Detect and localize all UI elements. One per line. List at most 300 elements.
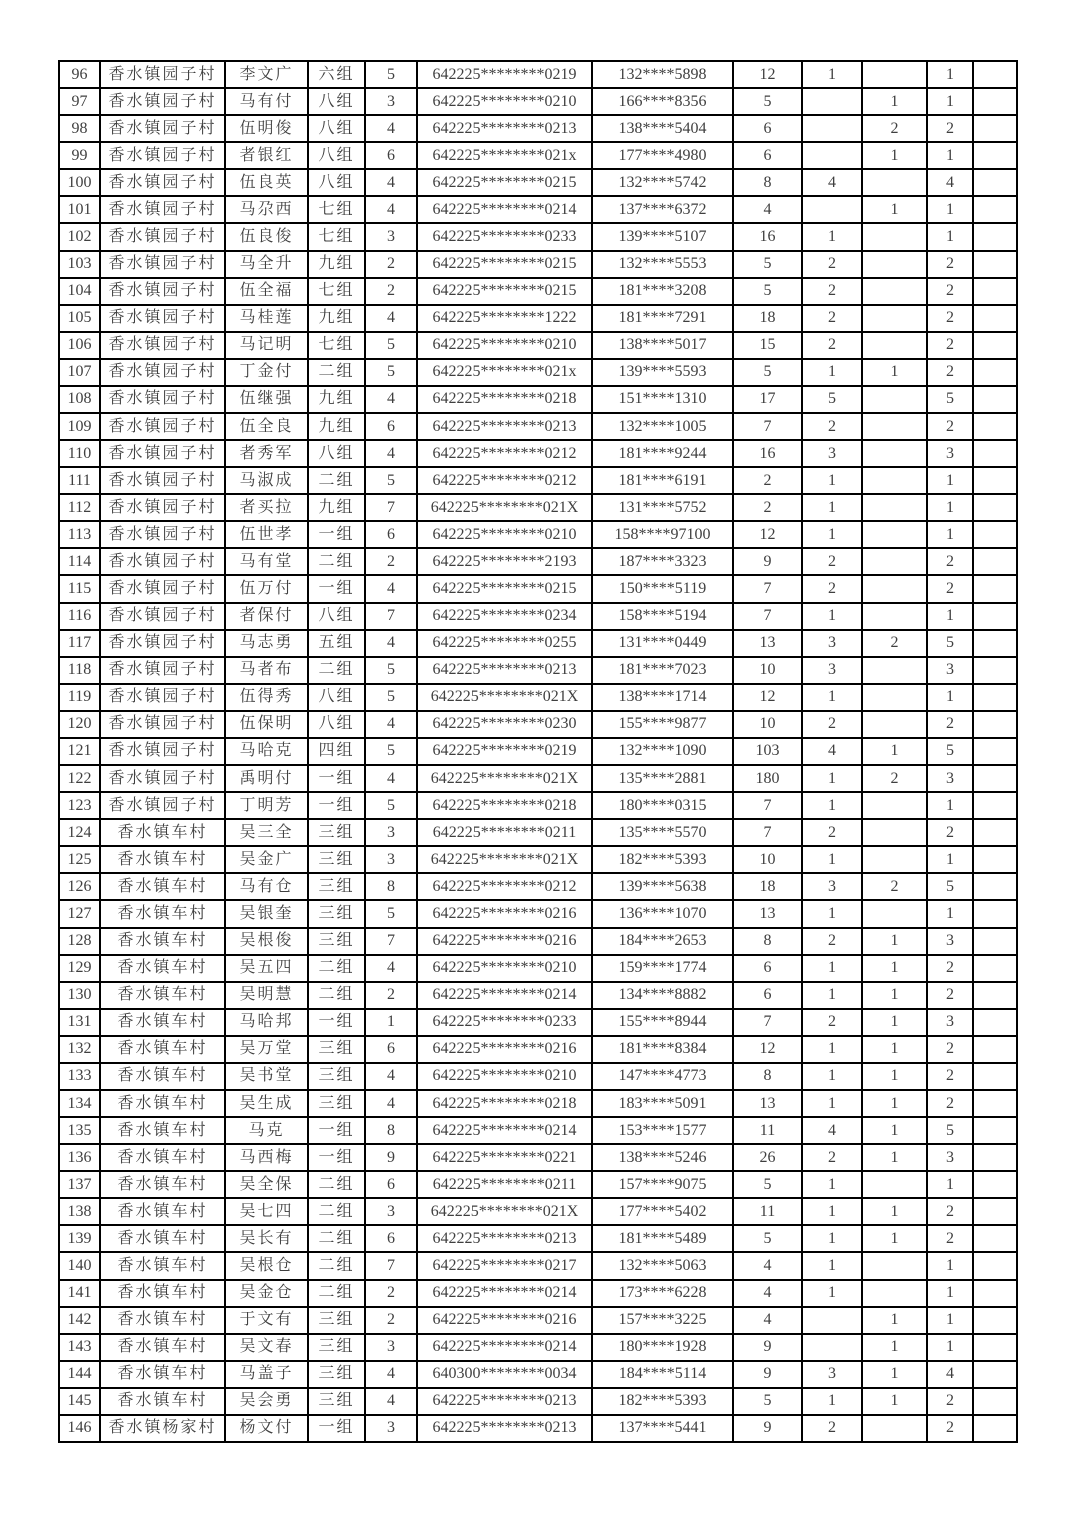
- cell-group: 八组: [308, 603, 365, 630]
- cell-stat-1: 7: [733, 792, 802, 819]
- cell-phone: 135****5570: [592, 819, 733, 846]
- cell-phone: 177****5402: [592, 1198, 733, 1225]
- cell-stat-2: 1: [802, 684, 862, 711]
- cell-blank: [973, 792, 1017, 819]
- cell-group: 五组: [308, 630, 365, 657]
- cell-household-size: 4: [365, 1063, 417, 1090]
- cell-group: 三组: [308, 819, 365, 846]
- cell-group: 一组: [308, 575, 365, 602]
- cell-row-index: 116: [59, 603, 100, 630]
- cell-name: 丁金付: [225, 359, 308, 386]
- cell-row-index: 124: [59, 819, 100, 846]
- cell-id-number: 642225********021X: [417, 1198, 592, 1225]
- cell-phone: 153****1577: [592, 1117, 733, 1144]
- cell-stat-3: [862, 521, 927, 548]
- cell-stat-2: 1: [802, 792, 862, 819]
- table-row: [59, 548, 1017, 575]
- cell-phone: 155****8944: [592, 1009, 733, 1036]
- cell-phone: 138****5017: [592, 332, 733, 359]
- cell-stat-4: 1: [927, 792, 973, 819]
- cell-village: 香水镇车村: [100, 1198, 225, 1225]
- cell-group: 八组: [308, 169, 365, 196]
- cell-village: 香水镇园子村: [100, 494, 225, 521]
- cell-phone: 132****5898: [592, 61, 733, 88]
- cell-row-index: 107: [59, 359, 100, 386]
- cell-phone: 151****1310: [592, 386, 733, 413]
- cell-row-index: 115: [59, 575, 100, 602]
- cell-stat-4: 1: [927, 1307, 973, 1334]
- cell-phone: 181****9244: [592, 440, 733, 467]
- cell-stat-4: 4: [927, 1361, 973, 1388]
- cell-blank: [973, 142, 1017, 169]
- cell-village: 香水镇园子村: [100, 440, 225, 467]
- cell-stat-4: 3: [927, 765, 973, 792]
- cell-village: 香水镇园子村: [100, 251, 225, 278]
- cell-blank: [973, 251, 1017, 278]
- cell-id-number: 642225********0215: [417, 169, 592, 196]
- cell-blank: [973, 223, 1017, 250]
- cell-stat-1: 5: [733, 359, 802, 386]
- cell-stat-2: 3: [802, 873, 862, 900]
- cell-stat-4: 2: [927, 1063, 973, 1090]
- cell-stat-2: 2: [802, 278, 862, 305]
- cell-blank: [973, 738, 1017, 765]
- cell-stat-4: 3: [927, 1144, 973, 1171]
- cell-id-number: 642225********0233: [417, 223, 592, 250]
- cell-stat-3: 1: [862, 1117, 927, 1144]
- cell-stat-3: [862, 494, 927, 521]
- cell-phone: 180****1928: [592, 1334, 733, 1361]
- table-row: [59, 603, 1017, 630]
- cell-stat-4: 1: [927, 494, 973, 521]
- cell-household-size: 4: [365, 630, 417, 657]
- cell-household-size: 6: [365, 1036, 417, 1063]
- table-row: [59, 88, 1017, 115]
- cell-household-size: 3: [365, 1415, 417, 1442]
- cell-row-index: 99: [59, 142, 100, 169]
- cell-id-number: 642225********0212: [417, 467, 592, 494]
- cell-household-size: 5: [365, 359, 417, 386]
- cell-stat-1: 5: [733, 1171, 802, 1198]
- cell-phone: 139****5107: [592, 223, 733, 250]
- cell-name: 马西梅: [225, 1144, 308, 1171]
- table-row: [59, 169, 1017, 196]
- cell-row-index: 109: [59, 413, 100, 440]
- cell-stat-3: [862, 603, 927, 630]
- cell-id-number: 642225********021x: [417, 359, 592, 386]
- cell-id-number: 642225********0210: [417, 88, 592, 115]
- cell-id-number: 642225********0234: [417, 603, 592, 630]
- cell-household-size: 7: [365, 603, 417, 630]
- cell-blank: [973, 1252, 1017, 1279]
- cell-id-number: 642225********0216: [417, 900, 592, 927]
- cell-row-index: 131: [59, 1009, 100, 1036]
- cell-village: 香水镇车村: [100, 1252, 225, 1279]
- cell-village: 香水镇园子村: [100, 115, 225, 142]
- cell-blank: [973, 1063, 1017, 1090]
- cell-village: 香水镇车村: [100, 982, 225, 1009]
- cell-phone: 138****5246: [592, 1144, 733, 1171]
- cell-stat-2: 1: [802, 61, 862, 88]
- cell-stat-2: 1: [802, 1225, 862, 1252]
- cell-household-size: 5: [365, 900, 417, 927]
- table-row: [59, 765, 1017, 792]
- cell-stat-4: 3: [927, 1009, 973, 1036]
- cell-stat-4: 1: [927, 521, 973, 548]
- cell-stat-1: 13: [733, 1090, 802, 1117]
- cell-village: 香水镇园子村: [100, 711, 225, 738]
- cell-blank: [973, 982, 1017, 1009]
- cell-stat-3: [862, 684, 927, 711]
- cell-household-size: 4: [365, 575, 417, 602]
- cell-stat-2: 2: [802, 548, 862, 575]
- cell-id-number: 642225********0216: [417, 1036, 592, 1063]
- table-row: [59, 1280, 1017, 1307]
- table-row: [59, 955, 1017, 982]
- cell-stat-1: 5: [733, 278, 802, 305]
- cell-stat-4: 1: [927, 1252, 973, 1279]
- cell-group: 八组: [308, 711, 365, 738]
- cell-id-number: 642225********0210: [417, 521, 592, 548]
- cell-stat-4: 2: [927, 955, 973, 982]
- cell-stat-4: 5: [927, 738, 973, 765]
- cell-blank: [973, 1388, 1017, 1415]
- cell-group: 三组: [308, 900, 365, 927]
- cell-group: 八组: [308, 684, 365, 711]
- cell-phone: 158****97100: [592, 521, 733, 548]
- cell-row-index: 145: [59, 1388, 100, 1415]
- cell-blank: [973, 846, 1017, 873]
- cell-stat-4: 2: [927, 1388, 973, 1415]
- cell-stat-4: 1: [927, 603, 973, 630]
- cell-village: 香水镇车村: [100, 873, 225, 900]
- cell-village: 香水镇车村: [100, 819, 225, 846]
- cell-blank: [973, 413, 1017, 440]
- cell-group: 三组: [308, 1036, 365, 1063]
- cell-household-size: 3: [365, 819, 417, 846]
- cell-stat-3: [862, 386, 927, 413]
- cell-village: 香水镇车村: [100, 1009, 225, 1036]
- cell-stat-2: 3: [802, 630, 862, 657]
- cell-village: 香水镇园子村: [100, 88, 225, 115]
- cell-id-number: 642225********0219: [417, 738, 592, 765]
- cell-phone: 131****5752: [592, 494, 733, 521]
- cell-group: 一组: [308, 1415, 365, 1442]
- cell-blank: [973, 819, 1017, 846]
- cell-row-index: 144: [59, 1361, 100, 1388]
- cell-village: 香水镇车村: [100, 1036, 225, 1063]
- cell-stat-4: 1: [927, 1334, 973, 1361]
- cell-group: 三组: [308, 928, 365, 955]
- cell-name: 吴根俊: [225, 928, 308, 955]
- cell-stat-1: 5: [733, 251, 802, 278]
- cell-stat-1: 5: [733, 88, 802, 115]
- cell-id-number: 642225********0233: [417, 1009, 592, 1036]
- cell-group: 二组: [308, 359, 365, 386]
- cell-stat-2: 1: [802, 1171, 862, 1198]
- cell-name: 吴全保: [225, 1171, 308, 1198]
- cell-name: 吴根仓: [225, 1252, 308, 1279]
- cell-stat-1: 16: [733, 223, 802, 250]
- cell-blank: [973, 440, 1017, 467]
- cell-village: 香水镇车村: [100, 1090, 225, 1117]
- cell-stat-1: 4: [733, 196, 802, 223]
- cell-stat-3: 1: [862, 1198, 927, 1225]
- cell-stat-3: 1: [862, 88, 927, 115]
- cell-group: 三组: [308, 1090, 365, 1117]
- cell-household-size: 4: [365, 305, 417, 332]
- cell-row-index: 101: [59, 196, 100, 223]
- cell-row-index: 106: [59, 332, 100, 359]
- cell-household-size: 4: [365, 440, 417, 467]
- cell-stat-4: 1: [927, 1280, 973, 1307]
- table-row: [59, 494, 1017, 521]
- cell-group: 六组: [308, 61, 365, 88]
- cell-row-index: 119: [59, 684, 100, 711]
- cell-stat-1: 11: [733, 1117, 802, 1144]
- cell-household-size: 8: [365, 1117, 417, 1144]
- cell-row-index: 141: [59, 1280, 100, 1307]
- cell-phone: 181****7291: [592, 305, 733, 332]
- cell-village: 香水镇车村: [100, 1225, 225, 1252]
- cell-stat-2: [802, 88, 862, 115]
- table-row: [59, 196, 1017, 223]
- cell-stat-3: 1: [862, 1036, 927, 1063]
- cell-village: 香水镇园子村: [100, 684, 225, 711]
- cell-id-number: 642225********0212: [417, 873, 592, 900]
- cell-group: 二组: [308, 1225, 365, 1252]
- cell-id-number: 642225********0213: [417, 1415, 592, 1442]
- table-row: [59, 711, 1017, 738]
- cell-stat-2: 1: [802, 467, 862, 494]
- cell-stat-4: 2: [927, 1198, 973, 1225]
- cell-stat-3: 1: [862, 1090, 927, 1117]
- cell-row-index: 137: [59, 1171, 100, 1198]
- cell-stat-3: [862, 251, 927, 278]
- cell-name: 吴五四: [225, 955, 308, 982]
- cell-name: 马淑成: [225, 467, 308, 494]
- cell-stat-1: 103: [733, 738, 802, 765]
- cell-blank: [973, 196, 1017, 223]
- cell-group: 一组: [308, 521, 365, 548]
- cell-stat-4: 1: [927, 61, 973, 88]
- cell-phone: 147****4773: [592, 1063, 733, 1090]
- cell-stat-3: [862, 819, 927, 846]
- table-row: [59, 900, 1017, 927]
- cell-blank: [973, 1415, 1017, 1442]
- cell-stat-2: 2: [802, 305, 862, 332]
- cell-stat-1: 8: [733, 928, 802, 955]
- table-row: [59, 278, 1017, 305]
- cell-id-number: 642225********0211: [417, 1171, 592, 1198]
- cell-household-size: 4: [365, 1361, 417, 1388]
- cell-row-index: 142: [59, 1307, 100, 1334]
- cell-name: 者保付: [225, 603, 308, 630]
- cell-id-number: 642225********2193: [417, 548, 592, 575]
- cell-stat-2: 4: [802, 738, 862, 765]
- cell-stat-4: 2: [927, 305, 973, 332]
- cell-stat-4: 1: [927, 900, 973, 927]
- cell-stat-2: [802, 115, 862, 142]
- cell-village: 香水镇园子村: [100, 359, 225, 386]
- cell-row-index: 112: [59, 494, 100, 521]
- cell-stat-1: 9: [733, 1361, 802, 1388]
- cell-village: 香水镇园子村: [100, 278, 225, 305]
- cell-stat-3: [862, 278, 927, 305]
- cell-name: 马志勇: [225, 630, 308, 657]
- cell-blank: [973, 1361, 1017, 1388]
- cell-household-size: 1: [365, 1009, 417, 1036]
- cell-stat-3: 1: [862, 1144, 927, 1171]
- cell-stat-4: 2: [927, 359, 973, 386]
- cell-household-size: 4: [365, 1090, 417, 1117]
- cell-blank: [973, 278, 1017, 305]
- cell-blank: [973, 630, 1017, 657]
- cell-group: 三组: [308, 1361, 365, 1388]
- cell-stat-3: [862, 169, 927, 196]
- cell-village: 香水镇车村: [100, 1144, 225, 1171]
- cell-name: 马全升: [225, 251, 308, 278]
- cell-name: 丁明芳: [225, 792, 308, 819]
- cell-household-size: 2: [365, 548, 417, 575]
- cell-village: 香水镇园子村: [100, 142, 225, 169]
- cell-household-size: 3: [365, 846, 417, 873]
- table-row: [59, 1198, 1017, 1225]
- cell-id-number: 642225********0213: [417, 1225, 592, 1252]
- cell-village: 香水镇园子村: [100, 630, 225, 657]
- cell-row-index: 146: [59, 1415, 100, 1442]
- cell-id-number: 642225********1222: [417, 305, 592, 332]
- cell-stat-3: 1: [862, 928, 927, 955]
- cell-stat-2: 1: [802, 1198, 862, 1225]
- cell-name: 吴金仓: [225, 1280, 308, 1307]
- cell-group: 九组: [308, 413, 365, 440]
- cell-name: 吴书堂: [225, 1063, 308, 1090]
- cell-stat-3: [862, 900, 927, 927]
- cell-row-index: 114: [59, 548, 100, 575]
- cell-household-size: 7: [365, 494, 417, 521]
- cell-stat-2: 1: [802, 846, 862, 873]
- cell-village: 香水镇园子村: [100, 467, 225, 494]
- cell-row-index: 135: [59, 1117, 100, 1144]
- cell-village: 香水镇车村: [100, 1280, 225, 1307]
- cell-blank: [973, 548, 1017, 575]
- cell-stat-3: 1: [862, 1388, 927, 1415]
- cell-blank: [973, 657, 1017, 684]
- cell-group: 八组: [308, 142, 365, 169]
- cell-stat-4: 2: [927, 1415, 973, 1442]
- cell-blank: [973, 928, 1017, 955]
- cell-village: 香水镇园子村: [100, 332, 225, 359]
- cell-stat-1: 10: [733, 657, 802, 684]
- cell-village: 香水镇园子村: [100, 657, 225, 684]
- cell-group: 九组: [308, 251, 365, 278]
- cell-blank: [973, 711, 1017, 738]
- cell-village: 香水镇园子村: [100, 575, 225, 602]
- table-row: [59, 684, 1017, 711]
- table-row: [59, 657, 1017, 684]
- cell-stat-2: 1: [802, 1280, 862, 1307]
- cell-stat-3: [862, 1280, 927, 1307]
- cell-row-index: 103: [59, 251, 100, 278]
- cell-phone: 181****8384: [592, 1036, 733, 1063]
- cell-id-number: 642225********0210: [417, 1063, 592, 1090]
- cell-village: 香水镇园子村: [100, 223, 225, 250]
- cell-name: 马者布: [225, 657, 308, 684]
- cell-stat-2: 2: [802, 711, 862, 738]
- cell-name: 伍全良: [225, 413, 308, 440]
- table-row: [59, 846, 1017, 873]
- cell-row-index: 123: [59, 792, 100, 819]
- cell-village: 香水镇车村: [100, 846, 225, 873]
- cell-id-number: 642225********0219: [417, 61, 592, 88]
- cell-phone: 181****7023: [592, 657, 733, 684]
- table-row: [59, 1171, 1017, 1198]
- cell-blank: [973, 873, 1017, 900]
- cell-name: 马记明: [225, 332, 308, 359]
- cell-stat-3: [862, 711, 927, 738]
- cell-household-size: 4: [365, 169, 417, 196]
- cell-household-size: 6: [365, 1225, 417, 1252]
- cell-blank: [973, 1307, 1017, 1334]
- cell-blank: [973, 684, 1017, 711]
- cell-name: 吴金广: [225, 846, 308, 873]
- cell-stat-1: 7: [733, 413, 802, 440]
- cell-blank: [973, 1090, 1017, 1117]
- cell-stat-4: 2: [927, 982, 973, 1009]
- cell-stat-4: 2: [927, 332, 973, 359]
- table-row: [59, 1090, 1017, 1117]
- cell-stat-1: 6: [733, 982, 802, 1009]
- cell-stat-1: 7: [733, 819, 802, 846]
- cell-name: 者银红: [225, 142, 308, 169]
- cell-stat-1: 13: [733, 630, 802, 657]
- cell-village: 香水镇车村: [100, 1117, 225, 1144]
- cell-stat-2: 1: [802, 900, 862, 927]
- cell-stat-1: 18: [733, 305, 802, 332]
- cell-id-number: 642225********021X: [417, 846, 592, 873]
- table-row: [59, 1415, 1017, 1442]
- cell-stat-4: 1: [927, 223, 973, 250]
- cell-phone: 131****0449: [592, 630, 733, 657]
- cell-household-size: 2: [365, 1307, 417, 1334]
- cell-village: 香水镇园子村: [100, 792, 225, 819]
- cell-id-number: 642225********021X: [417, 765, 592, 792]
- cell-stat-1: 8: [733, 1063, 802, 1090]
- cell-group: 一组: [308, 1144, 365, 1171]
- cell-row-index: 118: [59, 657, 100, 684]
- cell-phone: 180****0315: [592, 792, 733, 819]
- cell-name: 伍良英: [225, 169, 308, 196]
- cell-household-size: 5: [365, 657, 417, 684]
- cell-stat-4: 1: [927, 142, 973, 169]
- cell-name: 吴明慧: [225, 982, 308, 1009]
- cell-id-number: 642225********0218: [417, 1090, 592, 1117]
- cell-household-size: 5: [365, 792, 417, 819]
- table-row: [59, 1063, 1017, 1090]
- cell-row-index: 117: [59, 630, 100, 657]
- cell-household-size: 5: [365, 738, 417, 765]
- cell-row-index: 102: [59, 223, 100, 250]
- cell-phone: 132****1005: [592, 413, 733, 440]
- cell-stat-1: 180: [733, 765, 802, 792]
- cell-name: 马有仓: [225, 873, 308, 900]
- cell-stat-4: 3: [927, 928, 973, 955]
- cell-stat-2: 2: [802, 413, 862, 440]
- cell-blank: [973, 1036, 1017, 1063]
- cell-stat-4: 1: [927, 684, 973, 711]
- cell-row-index: 138: [59, 1198, 100, 1225]
